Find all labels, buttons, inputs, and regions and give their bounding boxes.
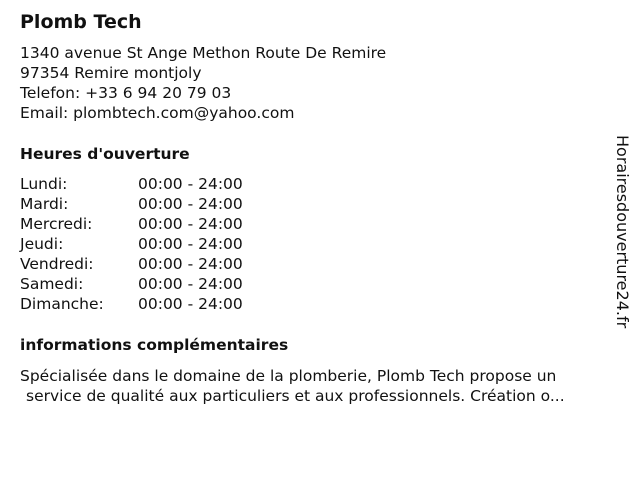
hours-row bbox=[20, 234, 616, 254]
time-range: 00:00 - 24:00 bbox=[138, 295, 243, 313]
day-label: Mercredi: bbox=[20, 215, 93, 233]
hours-row bbox=[20, 274, 616, 294]
hours-table bbox=[20, 174, 616, 314]
time-range: 00:00 - 24:00 bbox=[138, 235, 243, 253]
description bbox=[20, 366, 616, 406]
day-label: Vendredi: bbox=[20, 255, 94, 273]
time-range: 00:00 - 24:00 bbox=[138, 255, 243, 273]
time-range: 00:00 - 24:00 bbox=[138, 215, 243, 233]
hours-row bbox=[20, 254, 616, 274]
hours-row bbox=[20, 194, 616, 214]
contact-block bbox=[20, 43, 616, 123]
day-label: Jeudi: bbox=[20, 235, 64, 253]
address-line-1: 1340 avenue St Ange Methon Route De Remire bbox=[20, 44, 387, 62]
time-range: 00:00 - 24:00 bbox=[138, 275, 243, 293]
business-name: Plomb Tech bbox=[20, 11, 142, 33]
address-line-2: 97354 Remire montjoly bbox=[20, 64, 202, 82]
hours-row bbox=[20, 174, 616, 194]
hours-row bbox=[20, 214, 616, 234]
info-heading: informations complémentaires bbox=[20, 336, 289, 354]
email-address[interactable]: Email: plombtech.com@yahoo.com bbox=[20, 104, 295, 122]
day-label: Lundi: bbox=[20, 175, 68, 193]
description-line-1: Spécialisée dans le domaine de la plomberie, Plomb Tech propose un bbox=[20, 367, 557, 385]
site-watermark: Horairesdouverture24.fr bbox=[613, 135, 632, 329]
hours-heading: Heures d'ouverture bbox=[20, 145, 190, 163]
time-range: 00:00 - 24:00 bbox=[138, 195, 243, 213]
business-card bbox=[20, 9, 616, 406]
time-range: 00:00 - 24:00 bbox=[138, 175, 243, 193]
day-label: Dimanche: bbox=[20, 295, 104, 313]
phone-number[interactable]: Telefon: +33 6 94 20 79 03 bbox=[20, 84, 232, 102]
day-label: Samedi: bbox=[20, 275, 84, 293]
hours-row bbox=[20, 294, 616, 314]
day-label: Mardi: bbox=[20, 195, 69, 213]
description-line-2: service de qualité aux particuliers et aux professionnels. Création o... bbox=[26, 387, 565, 405]
